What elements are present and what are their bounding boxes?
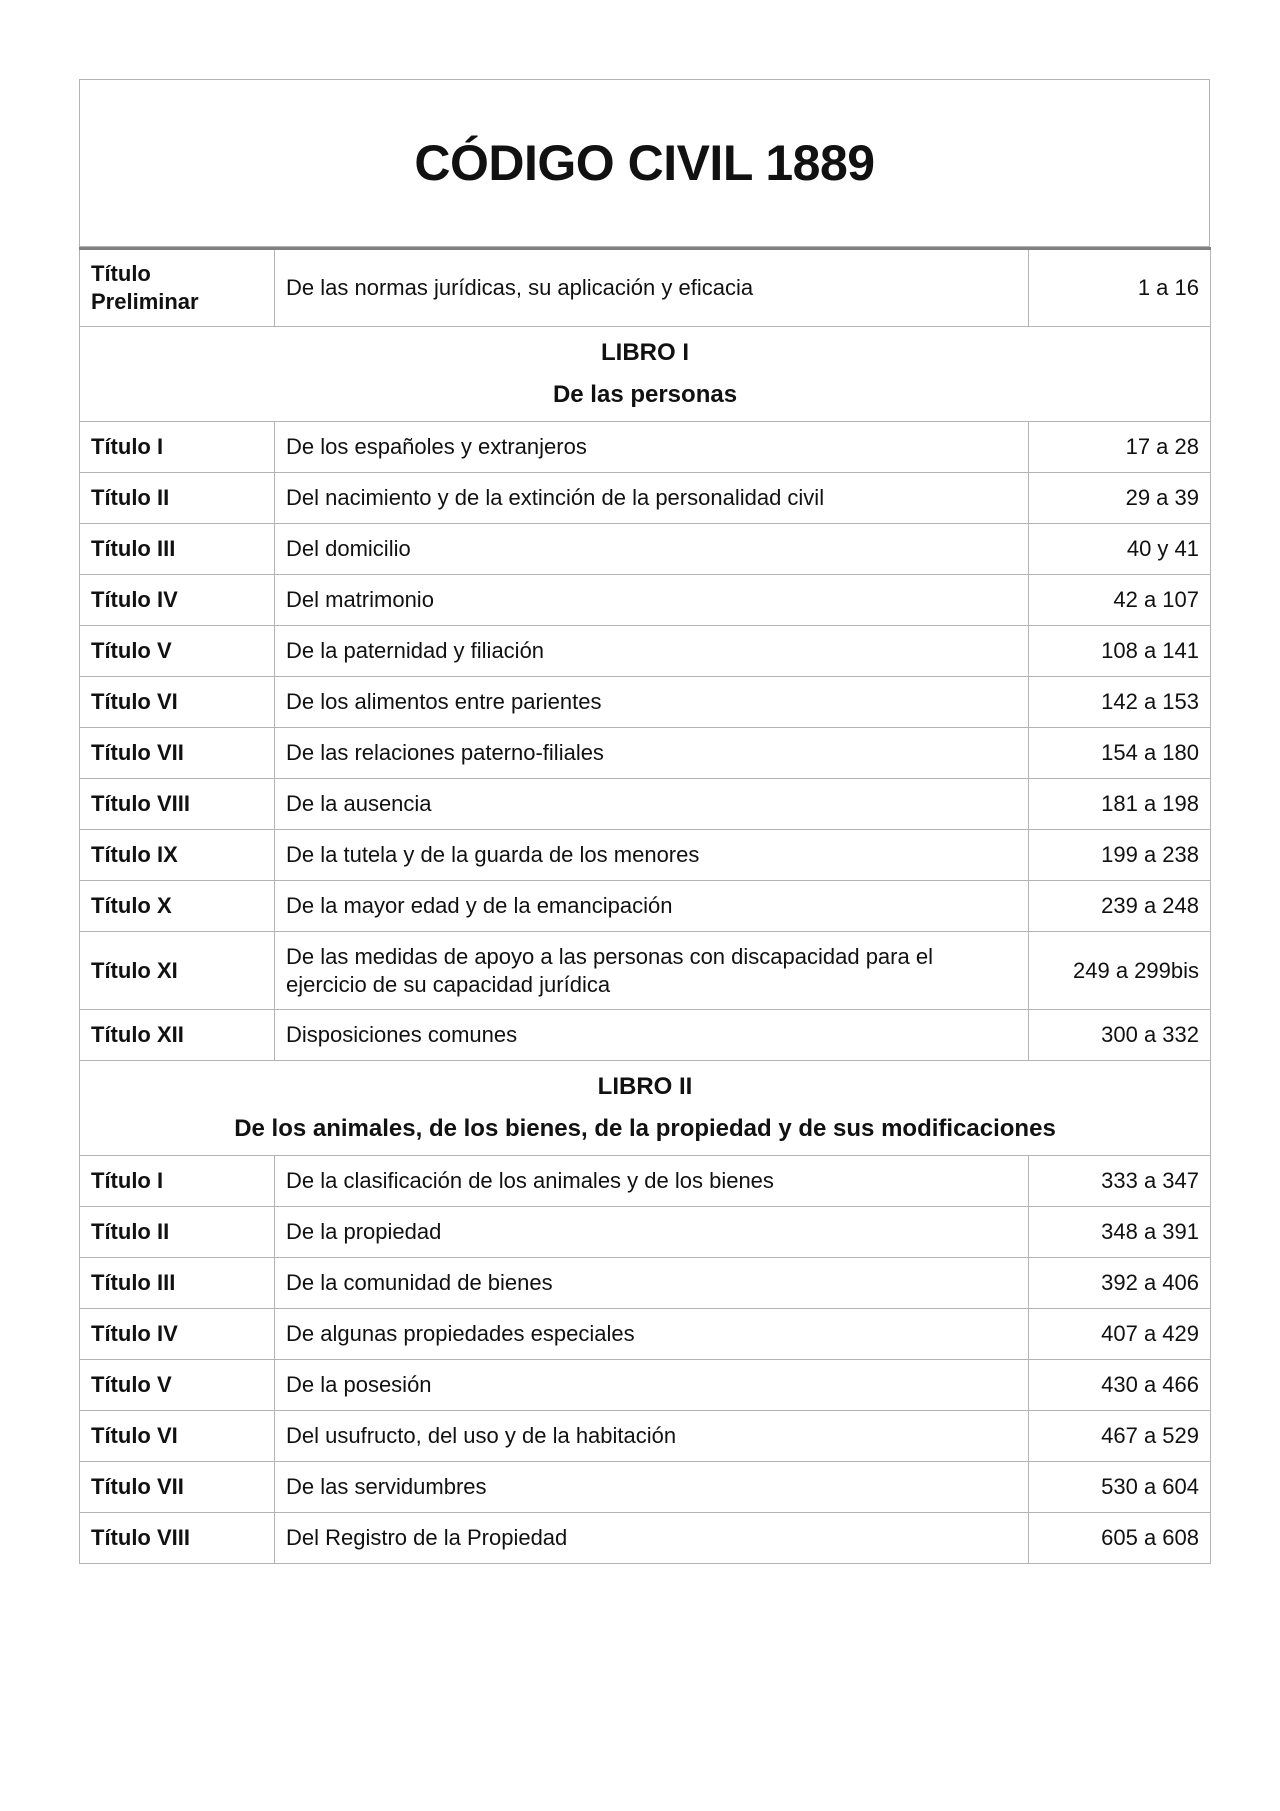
article-range: 1 a 16: [1029, 249, 1211, 327]
book-header: [80, 1061, 1211, 1156]
table-row: [80, 1360, 1211, 1411]
title-description: De algunas propiedades especiales: [275, 1309, 1029, 1360]
title-label: Título VI: [80, 1411, 275, 1462]
table-row: [80, 881, 1211, 932]
article-range: 392 a 406: [1029, 1258, 1211, 1309]
title-description: De los alimentos entre parientes: [275, 677, 1029, 728]
title-label: Título V: [80, 626, 275, 677]
title-label: Título II: [80, 473, 275, 524]
article-range: 154 a 180: [1029, 728, 1211, 779]
book-header-cell: [80, 327, 1211, 422]
table-row: [80, 422, 1211, 473]
title-description: De la clasificación de los animales y de los bienes: [275, 1156, 1029, 1207]
article-range: 430 a 466: [1029, 1360, 1211, 1411]
title-description: De las normas jurídicas, su aplicación y eficacia: [275, 249, 1029, 327]
title-description: Del usufructo, del uso y de la habitación: [275, 1411, 1029, 1462]
title-label: Título X: [80, 881, 275, 932]
title-description: De los españoles y extranjeros: [275, 422, 1029, 473]
title-label: Título IX: [80, 830, 275, 881]
title-label: Título I: [80, 422, 275, 473]
document-page: [79, 79, 1210, 1564]
title-label: Título VI: [80, 677, 275, 728]
title-description: De la propiedad: [275, 1207, 1029, 1258]
title-description: Del Registro de la Propiedad: [275, 1513, 1029, 1564]
title-label: Título VIII: [80, 779, 275, 830]
title-label: Título VIII: [80, 1513, 275, 1564]
table-row: [80, 728, 1211, 779]
article-range: 42 a 107: [1029, 575, 1211, 626]
title-description: De las relaciones paterno-filiales: [275, 728, 1029, 779]
title-label: Título V: [80, 1360, 275, 1411]
title-description: De la comunidad de bienes: [275, 1258, 1029, 1309]
article-range: 142 a 153: [1029, 677, 1211, 728]
contents-table: [79, 247, 1211, 1564]
title-description: De las medidas de apoyo a las personas con discapacidad para el ejercicio de su capacidad jurídica: [275, 932, 1029, 1010]
title-label: Título III: [80, 524, 275, 575]
table-row: [80, 932, 1211, 1010]
article-range: 181 a 198: [1029, 779, 1211, 830]
table-row-preliminar: [80, 249, 1211, 327]
article-range: 239 a 248: [1029, 881, 1211, 932]
table-row: [80, 1462, 1211, 1513]
table-row: [80, 524, 1211, 575]
title-label: Título II: [80, 1207, 275, 1258]
title-label: Título III: [80, 1258, 275, 1309]
book-subtitle: De las personas: [552, 381, 738, 408]
title-description: Del domicilio: [275, 524, 1029, 575]
table-row: [80, 1010, 1211, 1061]
article-range: 29 a 39: [1029, 473, 1211, 524]
table-row: [80, 1513, 1211, 1564]
title-description: Del nacimiento y de la extinción de la personalidad civil: [275, 473, 1029, 524]
table-row: [80, 1258, 1211, 1309]
title-description: De la mayor edad y de la emancipación: [275, 881, 1029, 932]
title-label: Título IV: [80, 1309, 275, 1360]
document-title: CÓDIGO CIVIL 1889: [414, 135, 875, 191]
title-label: Título IV: [80, 575, 275, 626]
table-row: [80, 1309, 1211, 1360]
title-description: De la tutela y de la guarda de los menores: [275, 830, 1029, 881]
article-range: 17 a 28: [1029, 422, 1211, 473]
title-label: Título XI: [80, 932, 275, 1010]
article-range: 333 a 347: [1029, 1156, 1211, 1207]
title-box: [79, 79, 1210, 247]
title-description: Del matrimonio: [275, 575, 1029, 626]
article-range: 530 a 604: [1029, 1462, 1211, 1513]
book-heading: LIBRO II: [597, 1073, 693, 1100]
article-range: 467 a 529: [1029, 1411, 1211, 1462]
table-row: [80, 1411, 1211, 1462]
title-description: De la paternidad y filiación: [275, 626, 1029, 677]
article-range: 348 a 391: [1029, 1207, 1211, 1258]
title-description: De la posesión: [275, 1360, 1029, 1411]
title-label: Título VII: [80, 1462, 275, 1513]
table-row: [80, 1207, 1211, 1258]
table-row: [80, 779, 1211, 830]
article-range: 199 a 238: [1029, 830, 1211, 881]
title-label: Título I: [80, 1156, 275, 1207]
article-range: 108 a 141: [1029, 626, 1211, 677]
book-header-cell: [80, 1061, 1211, 1156]
title-description: De la ausencia: [275, 779, 1029, 830]
article-range: 249 a 299bis: [1029, 932, 1211, 1010]
table-row: [80, 1156, 1211, 1207]
book-heading: LIBRO I: [601, 339, 689, 366]
title-label: Título VII: [80, 728, 275, 779]
table-row: [80, 575, 1211, 626]
title-description: Disposiciones comunes: [275, 1010, 1029, 1061]
title-label: Título XII: [80, 1010, 275, 1061]
article-range: 40 y 41: [1029, 524, 1211, 575]
table-row: [80, 473, 1211, 524]
table-row: [80, 830, 1211, 881]
book-subtitle: De los animales, de los bienes, de la propiedad y de sus modificaciones: [234, 1115, 1056, 1142]
article-range: 300 a 332: [1029, 1010, 1211, 1061]
article-range: 605 a 608: [1029, 1513, 1211, 1564]
title-description: De las servidumbres: [275, 1462, 1029, 1513]
table-row: [80, 626, 1211, 677]
book-header: [80, 327, 1211, 422]
article-range: 407 a 429: [1029, 1309, 1211, 1360]
table-row: [80, 677, 1211, 728]
title-label: Título Preliminar: [80, 249, 275, 327]
contents-body: [80, 249, 1211, 1564]
